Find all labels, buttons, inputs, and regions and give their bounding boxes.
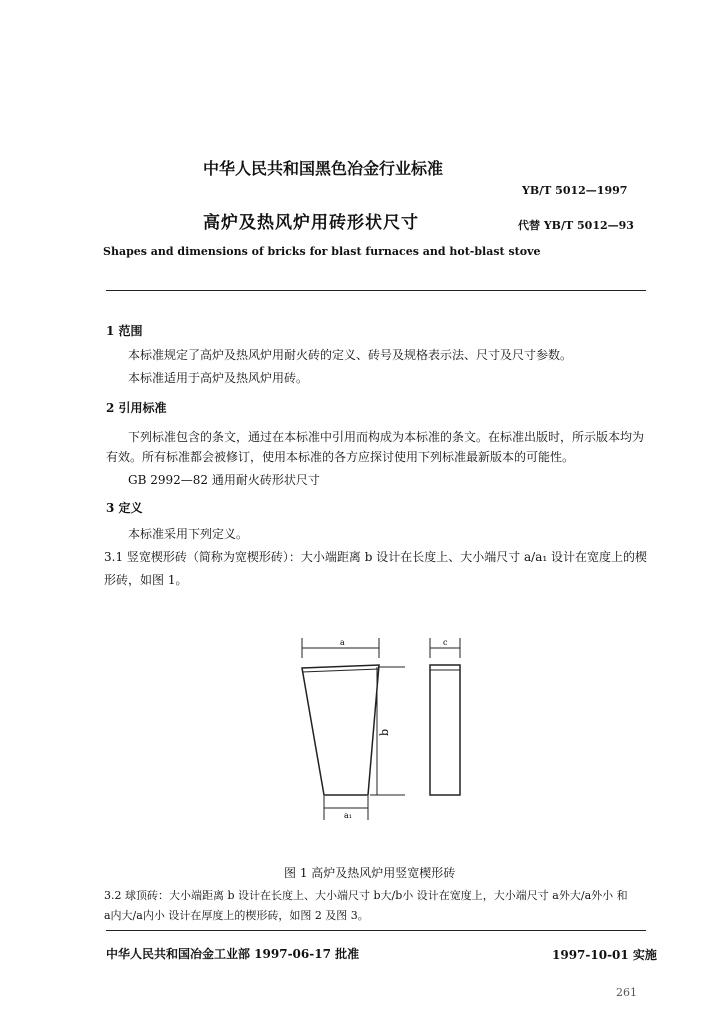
footer-rule xyxy=(106,930,646,931)
issuer-approval: 中华人民共和国冶金工业部 1997-06-17 批准 xyxy=(106,947,360,961)
english-title: Shapes and dimensions of bricks for blast furnaces and hot-blast stove xyxy=(103,245,541,258)
label-b: b xyxy=(378,728,391,736)
document-title: 高炉及热风炉用砖形状尺寸 xyxy=(203,213,419,233)
definition-3-1-line-2: 形砖，如图 1。 xyxy=(104,573,188,587)
replaces-standard: 代替 YB/T 5012—93 xyxy=(518,219,634,232)
section-2-heading: 2 引用标准 xyxy=(106,401,167,415)
header-rule xyxy=(106,290,646,291)
section-1-para-1: 本标准规定了高炉及热风炉用耐火砖的定义、砖号及规格表示法、尺寸及尺寸参数。 xyxy=(128,348,573,362)
section-3-intro: 本标准采用下列定义。 xyxy=(128,527,249,541)
section-2-para-line-2: 有效。所有标准都会被修订，使用本标准的各方应探讨使用下列标准最新版本的可能性。 xyxy=(106,450,575,464)
figure-1-drawing xyxy=(290,630,480,830)
label-c: c xyxy=(443,638,448,647)
section-2-para-line-1: 下列标准包含的条文，通过在本标准中引用而构成为本标准的条文。在标准出版时，所示版本均为 xyxy=(128,430,645,444)
figure-1-caption: 图 1 高炉及热风炉用竖宽楔形砖 xyxy=(284,866,456,880)
label-a1: a₁ xyxy=(344,811,352,820)
section-3-heading: 3 定义 xyxy=(106,501,143,515)
referenced-standard: GB 2992—82 通用耐火砖形状尺寸 xyxy=(128,473,320,487)
standard-number: YB/T 5012—1997 xyxy=(522,184,628,197)
definition-3-2-line-2: a内大/a内小 设计在厚度上的楔形砖，如图 2 及图 3。 xyxy=(104,909,369,922)
definition-3-1-line-1: 3.1 竖宽楔形砖（简称为宽楔形砖）：大小端距离 b 设计在长度上、大小端尺寸 a/a₁ 设计在宽度上的楔 xyxy=(104,550,648,564)
label-a: a xyxy=(340,638,345,647)
page-number: 261 xyxy=(616,986,637,999)
definition-3-2-line-1: 3.2 球顶砖：大小端距离 b 设计在长度上、大小端尺寸 b大/b小 设计在宽度上，大小端尺寸 a外大/a外小 和 xyxy=(104,889,628,902)
effective-date: 1997-10-01 实施 xyxy=(552,948,657,962)
section-1-heading: 1 范围 xyxy=(106,324,143,338)
section-1-para-2: 本标准适用于高炉及热风炉用砖。 xyxy=(128,371,309,385)
brick-side-view xyxy=(430,665,460,795)
brick-top-edge xyxy=(302,669,379,672)
brick-front-view xyxy=(302,665,379,795)
org-title: 中华人民共和国黑色冶金行业标准 xyxy=(203,159,444,178)
